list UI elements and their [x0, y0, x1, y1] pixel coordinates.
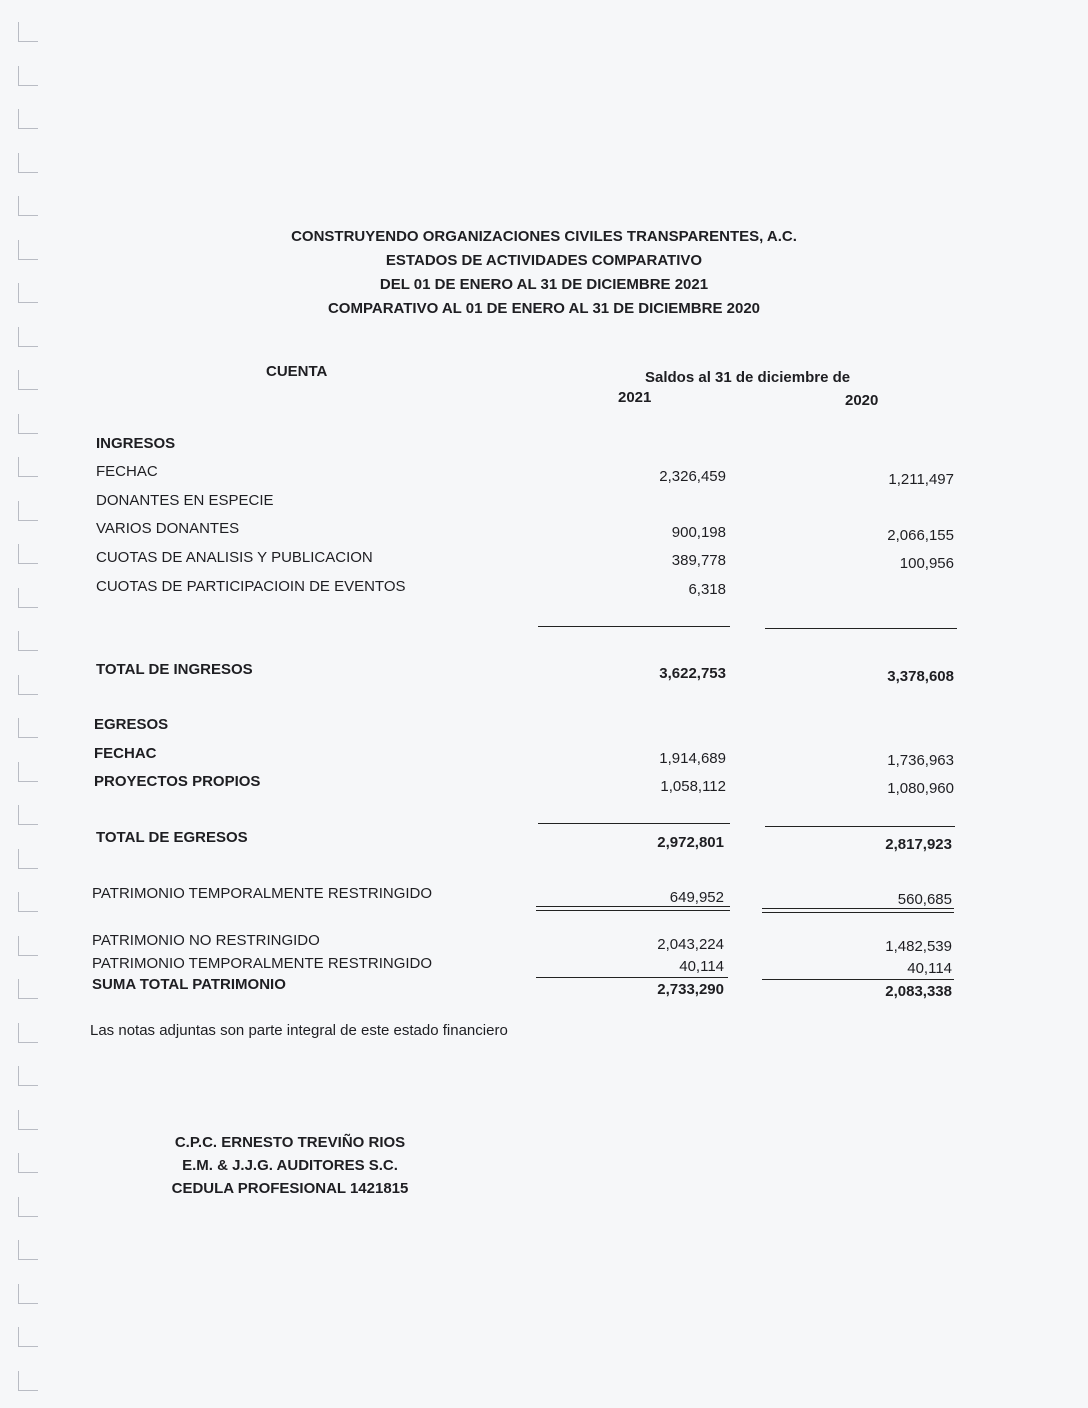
expense-row-2021: 1,914,689 — [659, 750, 726, 767]
expenses-subtotal-rule-2020 — [765, 826, 955, 827]
income-row-2020: 100,956 — [899, 555, 954, 572]
temp-restricted-2020: 560,685 — [897, 891, 952, 908]
company-name: CONSTRUYENDO ORGANIZACIONES CIVILES TRANSPARENTES, A.C. — [291, 228, 797, 245]
expenses-total-2020: 2,817,923 — [885, 836, 952, 853]
expense-row-label: PROYECTOS PROPIOS — [94, 773, 261, 790]
binder-hole — [18, 631, 38, 651]
income-row-label: CUOTAS DE PARTICIPACIOIN DE EVENTOS — [96, 578, 406, 595]
binder-hole — [18, 849, 38, 869]
equity-total-2020: 2,083,338 — [885, 983, 952, 1000]
double-rule-2021-top — [536, 906, 730, 907]
income-row-2021: 6,318 — [688, 581, 726, 598]
income-row-2021: 2,326,459 — [659, 468, 726, 485]
expense-row-2020: 1,736,963 — [887, 752, 954, 769]
income-row-2021: 389,778 — [671, 552, 726, 569]
statement-period: DEL 01 DE ENERO AL 31 DE DICIEMBRE 2021 — [379, 276, 709, 293]
income-row-2020: 1,211,497 — [888, 471, 954, 488]
double-rule-2021-bottom — [536, 910, 730, 911]
binder-hole — [18, 22, 38, 42]
binder-hole — [18, 1284, 38, 1304]
temp-restricted-label: PATRIMONIO TEMPORALMENTE RESTRINGIDO — [92, 885, 433, 902]
double-rule-2020-top — [762, 908, 954, 909]
expense-row-label: FECHAC — [94, 745, 157, 762]
year-2020-header: 2020 — [845, 392, 879, 409]
year-2021-header: 2021 — [618, 389, 652, 406]
binder-hole — [18, 675, 38, 695]
expenses-subtotal-rule-2021 — [538, 823, 730, 824]
equity-row-2020: 40,114 — [907, 960, 952, 977]
binder-hole — [18, 1240, 38, 1260]
binder-hole — [18, 805, 38, 825]
expense-row-2020: 1,080,960 — [887, 780, 954, 797]
comparative-period: COMPARATIVO AL 01 DE ENERO AL 31 DE DICIEMBRE 2020 — [327, 300, 761, 317]
binder-hole — [18, 327, 38, 347]
income-total-2021: 3,622,753 — [659, 665, 726, 682]
income-total-2020: 3,378,608 — [887, 668, 954, 685]
equity-row-2021: 40,114 — [679, 958, 724, 975]
auditor-name: C.P.C. ERNESTO TREVIÑO RIOS — [174, 1134, 406, 1151]
temp-restricted-2021: 649,952 — [669, 889, 724, 906]
equity-row-label: PATRIMONIO TEMPORALMENTE RESTRINGIDO — [92, 955, 433, 972]
income-subtotal-rule-2021 — [538, 626, 730, 627]
binder-hole — [18, 979, 38, 999]
binder-hole — [18, 718, 38, 738]
binder-hole — [18, 1023, 38, 1043]
income-row-2021: 900,198 — [671, 524, 726, 541]
balances-column-header: Saldos al 31 de diciembre de — [645, 369, 851, 386]
binder-hole — [18, 1327, 38, 1347]
binder-hole — [18, 1371, 38, 1391]
income-row-label: VARIOS DONANTES — [96, 520, 240, 537]
binder-hole — [18, 936, 38, 956]
binder-hole — [18, 1110, 38, 1130]
binder-hole — [18, 892, 38, 912]
binder-hole — [18, 370, 38, 390]
income-row-label: FECHAC — [96, 463, 158, 480]
equity-row-label: PATRIMONIO NO RESTRINGIDO — [92, 932, 320, 949]
expenses-total-label: TOTAL DE EGRESOS — [96, 829, 248, 846]
double-rule-2020-bottom — [762, 912, 954, 913]
binder-hole — [18, 414, 38, 434]
statement-title: ESTADOS DE ACTIVIDADES COMPARATIVO — [385, 252, 703, 269]
binder-hole — [18, 196, 38, 216]
equity-total-2021: 2,733,290 — [657, 981, 724, 998]
audit-firm: E.M. & J.J.G. AUDITORES S.C. — [182, 1157, 398, 1174]
binder-hole — [18, 153, 38, 173]
footnote: Las notas adjuntas son parte integral de este estado financiero — [90, 1022, 508, 1039]
income-subtotal-rule-2020 — [765, 628, 957, 629]
income-row-2020: 2,066,155 — [887, 527, 954, 544]
equity-row-2021: 2,043,224 — [657, 936, 724, 953]
expenses-total-2021: 2,972,801 — [657, 834, 724, 851]
expense-row-2021: 1,058,112 — [660, 778, 726, 795]
binder-hole — [18, 457, 38, 477]
equity-subtotal-rule-2021 — [536, 977, 728, 978]
binder-hole — [18, 762, 38, 782]
professional-license: CEDULA PROFESIONAL 1421815 — [171, 1180, 409, 1197]
account-column-header: CUENTA — [266, 363, 328, 380]
equity-row-2020: 1,482,539 — [885, 938, 952, 955]
binder-hole — [18, 544, 38, 564]
income-total-label: TOTAL DE INGRESOS — [96, 661, 253, 678]
equity-total-label: SUMA TOTAL PATRIMONIO — [92, 976, 286, 993]
income-section-label: INGRESOS — [96, 435, 176, 452]
binder-hole — [18, 501, 38, 521]
income-row-label: CUOTAS DE ANALISIS Y PUBLICACION — [96, 549, 373, 566]
binder-hole — [18, 109, 38, 129]
binder-hole — [18, 588, 38, 608]
equity-subtotal-rule-2020 — [762, 979, 954, 980]
income-row-label: DONANTES EN ESPECIE — [96, 492, 274, 509]
binder-hole — [18, 66, 38, 86]
binder-hole — [18, 1066, 38, 1086]
expenses-section-label: EGRESOS — [94, 716, 169, 733]
binder-hole — [18, 1197, 38, 1217]
